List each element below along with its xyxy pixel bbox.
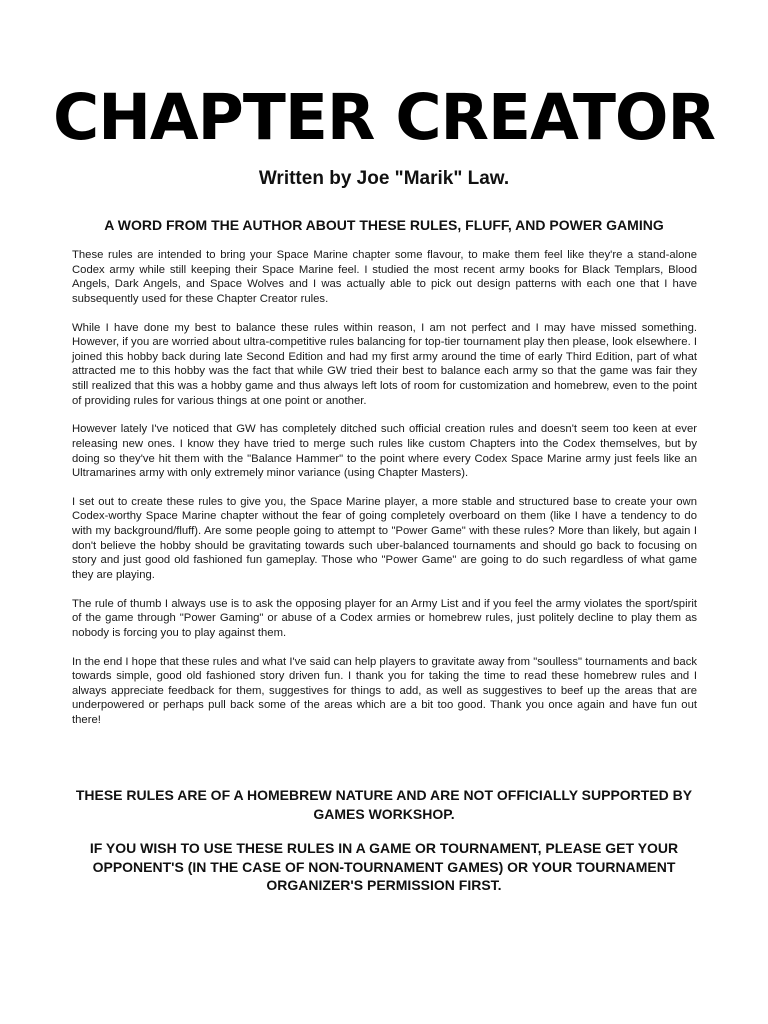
section-heading: A WORD FROM THE AUTHOR ABOUT THESE RULES, FLUFF, AND POWER GAMING — [104, 217, 664, 233]
paragraph: In the end I hope that these rules and what I've said can help players to gravitate away from "soulless" tournaments and back towards simple, good old fashioned story driven fun. I thank you for taking the time to read these homebrew rules and I always appreciate feedback for them, suggestives for things to add, as well as suggestives to beef up the areas that are underpowered or perhaps pull back some of the areas which are a bit too good. Thank you once again and have fun out there! — [72, 655, 697, 726]
document-title: CHAPTER CREATOR — [52, 81, 716, 154]
paragraph: I set out to create these rules to give you, the Space Marine player, a more stable and structured base to create your own Codex-worthy Space Marine chapter without the fear of going completely overboard on them (like I have a tendency to do with my background/fluff). Are some people going to attempt to "Power Game" with these rules? More than likely, but again I don't believe the hobby should be gravitating towards such uber-balanced tournaments and should go back to focusing on story and just good old fashioned fun gameplay. Those who "Power Game" are going to do such regardless of what game they are playing. — [72, 495, 697, 581]
paragraph: While I have done my best to balance these rules within reason, I am not perfect and I may have missed something. However, if you are worried about ultra-competitive rules balancing for top-tier tournament play then please, look elsewhere. I joined this hobby back during late Second Edition and had my first army around the time of early Third Edition, part of what attracted me to this hobby was the fact that while GW tried their best to balance each army so that the game was fair they still realized that this was a hobby game and thus always left lots of room for customization and homebrew, even to the point of providing rules for various things at one point or another. — [72, 321, 697, 407]
permission-notice: IF YOU WISH TO USE THESE RULES IN A GAME OR TOURNAMENT, PLEASE GET YOUR OPPONENT'S (IN THE CASE OF NON-TOURNAMENT GAMES) OR YOUR TOURNAMENT ORGANIZER'S PERMISSION FIRST. — [89, 840, 679, 893]
paragraph: These rules are intended to bring your Space Marine chapter some flavour, to make them feel like they're a stand-alone Codex army while still keeping their Space Marine feel. I studied the most recent army books for Black Templars, Blood Angels, Dark Angels, and Space Wolves and I was actually able to pick out design patterns with each one that I have subsequently used for these Chapter Creator rules. — [72, 249, 697, 305]
homebrew-notice: THESE RULES ARE OF A HOMEBREW NATURE AND ARE NOT OFFICIALLY SUPPORTED BY GAMES WORKSHOP. — [75, 787, 693, 822]
author-byline: Written by Joe "Marik" Law. — [258, 168, 510, 189]
paragraph: The rule of thumb I always use is to ask the opposing player for an Army List and if you feel the army violates the sport/spirit of the game through "Power Gaming" or abuse of a Codex armies or homebrew rules, just politely decline to play them as nobody is forcing you to play against them. — [72, 597, 697, 639]
body-text — [72, 248, 697, 742]
paragraph: However lately I've noticed that GW has completely ditched such official creation rules and doesn't seem too keen at ever releasing new ones. I know they have tried to merge such rules like custom Chapters into the Codex themselves, but by doing so they've hit them with the "Balance Hammer" to the point where every Codex Space Marine army just feels like an Ultramarines army with only extremely minor variance (using Chapter Masters). — [72, 423, 697, 480]
